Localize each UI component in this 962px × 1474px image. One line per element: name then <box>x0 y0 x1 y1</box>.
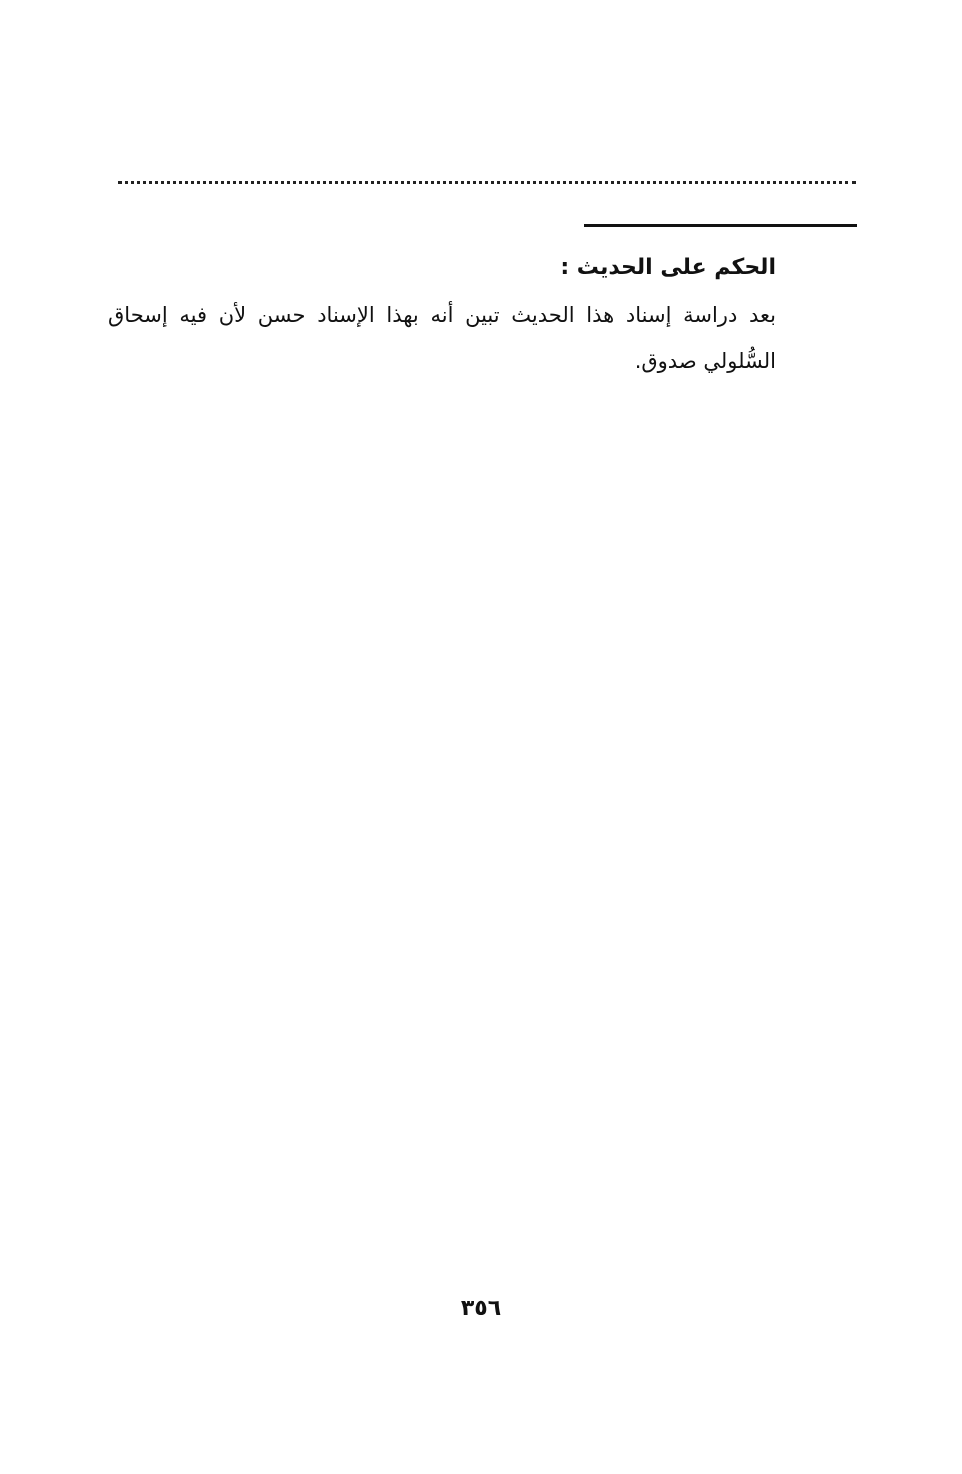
footnote-rule <box>584 224 857 227</box>
section-heading: الحكم على الحديث : <box>560 255 776 280</box>
dotted-separator <box>118 181 856 184</box>
page-number: ٣٥٦ <box>460 1296 502 1321</box>
body-paragraph: بعد دراسة إسناد هذا الحديث تبين أنه بهذا الإسناد حسن لأن فيه إسحاق السُّلولي صدوق. <box>108 303 776 373</box>
